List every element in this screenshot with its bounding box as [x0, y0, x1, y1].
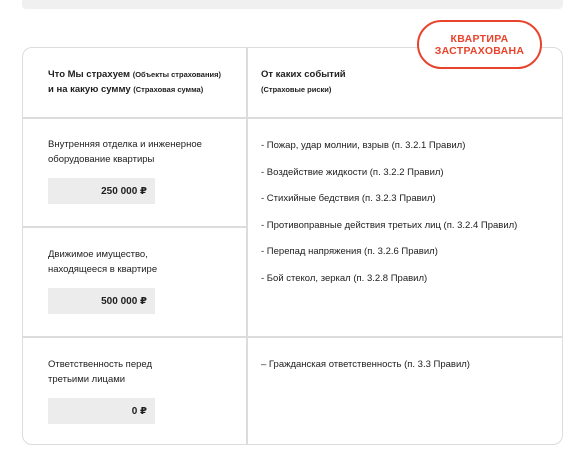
- stamp-line-1: КВАРТИРА: [450, 32, 509, 45]
- liability-risk-item: – Гражданская ответственность (п. 3.3 Правил): [261, 359, 470, 370]
- row-divider-2: [23, 336, 562, 338]
- object-label-line1: Ответственность перед: [48, 359, 153, 370]
- insured-amount: 0 ₽: [48, 398, 155, 424]
- risks-header-title: От каких событий: [261, 69, 346, 80]
- previous-section-strip: [22, 0, 563, 9]
- sum-header-title: и на какую сумму: [48, 84, 131, 95]
- stamp-line-2: ЗАСТРАХОВАНА: [434, 44, 525, 57]
- objects-header-note: (Объекты страхования): [132, 70, 221, 79]
- insured-stamp: [417, 20, 542, 69]
- object-item: [48, 137, 202, 167]
- risk-item: - Бой стекол, зеркал (п. 3.2.8 Правил): [261, 273, 428, 284]
- risk-item: - Пожар, удар молнии, взрыв (п. 3.2.1 Правил): [261, 140, 466, 151]
- risk-item: - Стихийные бедствия (п. 3.2.3 Правил): [261, 193, 436, 204]
- object-label-line2: третьими лицами: [48, 374, 126, 385]
- risk-item: - Перепад напряжения (п. 3.2.6 Правил): [261, 246, 438, 257]
- object-item: [48, 247, 157, 277]
- object-label-line2: оборудование квартиры: [48, 154, 155, 165]
- risk-item: - Воздействие жидкости (п. 3.2.2 Правил): [261, 167, 444, 178]
- row-divider-1: [23, 226, 247, 228]
- sum-header-note: (Страховая сумма): [133, 85, 204, 94]
- header-divider: [23, 117, 562, 119]
- object-label-line1: Внутренняя отделка и инженерное: [48, 139, 202, 150]
- object-label-line1: Движимое имущество,: [48, 249, 148, 260]
- object-label-line2: находящееся в квартире: [48, 264, 158, 275]
- objects-header: [48, 67, 221, 97]
- column-divider: [246, 48, 248, 444]
- insured-amount: 250 000 ₽: [48, 178, 155, 204]
- object-item: [48, 357, 152, 387]
- insurance-coverage-table: [22, 44, 563, 445]
- objects-header-title: Что Мы страхуем: [48, 69, 131, 80]
- risks-header-note: (Страховые риски): [261, 85, 332, 94]
- risk-item: - Противоправные действия третьих лиц (п. 3.2.4 Правил): [261, 220, 518, 231]
- insured-amount: 500 000 ₽: [48, 288, 155, 314]
- risks-header: [261, 67, 346, 97]
